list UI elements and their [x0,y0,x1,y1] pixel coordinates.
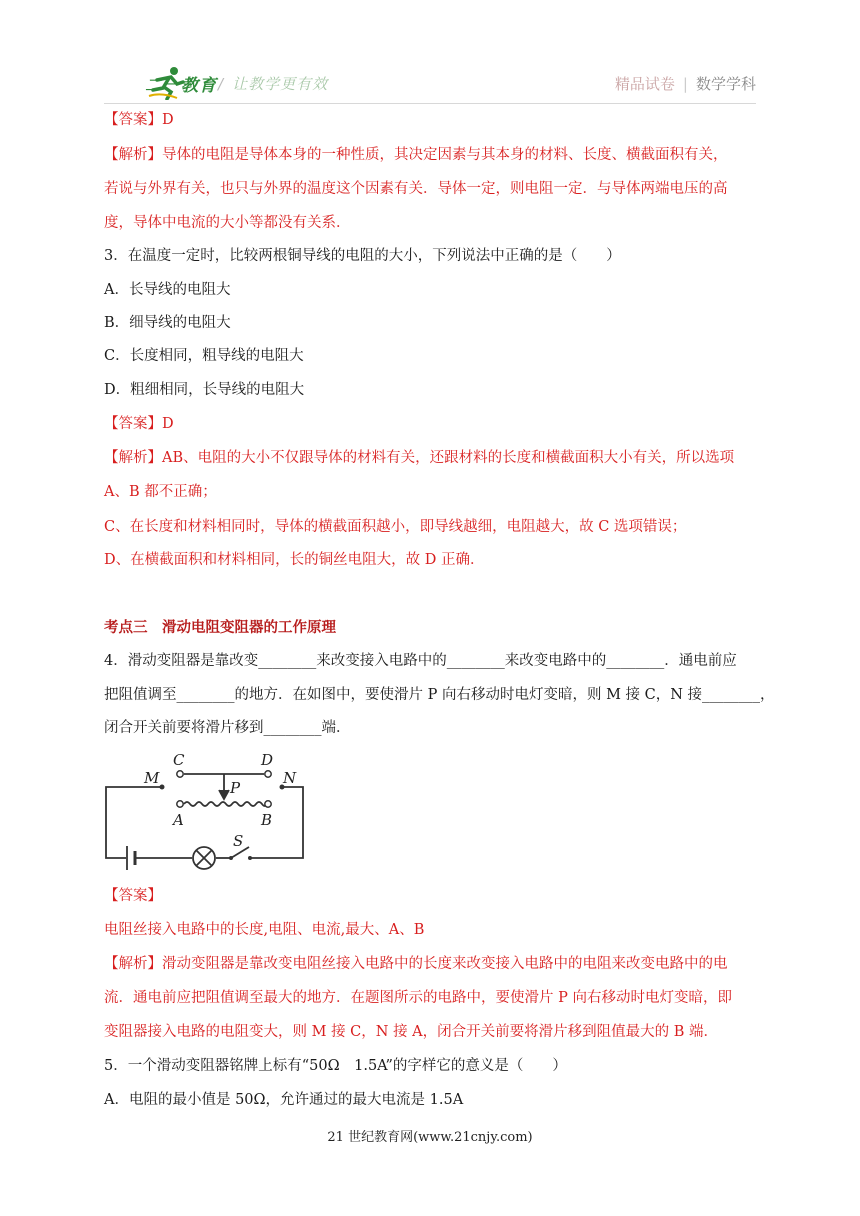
q3-option-c: C．长度相同，粗导线的电阻大 [104,348,304,364]
q3-analysis-line-4: D、在横截面积和材料相同，长的铜丝电阻大，故 D 正确． [104,552,485,568]
header-tag-subject: 数学学科 [695,75,756,93]
label-m: M [144,769,160,787]
q4-stem-line-1: 4．滑动变阻器是靠改变________来改变接入电路中的________来改变电路中的________．通电前应 [104,653,737,669]
header-tags [615,73,756,94]
terminal-b [265,801,271,807]
q4-analysis-line-2: 流．通电前应把阻值调至最大的地方．在题图所示的电路中，要使滑片 P 向右移动时电灯变暗，即 [104,990,732,1006]
terminal-c [177,771,183,777]
label-d: D [261,751,274,769]
page-footer: 21 世纪教育网(www.21cnjy.com) [327,1130,533,1145]
q3-analysis-line-3: C、在长度和材料相同时，导体的横截面积越小，即导线越细，电阻越大，故 C 选项错误； [104,519,687,535]
q2-analysis-line-2: 若说与外界有关，也只与外界的温度这个因素有关．导体一定，则电阻一定．与导体两端电压的高 [104,181,728,197]
header-tag-quality: 精品试卷 [614,75,675,93]
slider-arrow [219,790,229,799]
q3-answer: 【答案】D [104,416,174,432]
q3-stem: 3．在温度一定时，比较两根铜导线的电阻的大小，下列说法中正确的是（ ） [104,248,621,264]
switch-pivot [229,856,233,860]
header-divider: | [682,75,688,93]
q4-answer-label: 【答案】 [104,888,162,904]
q2-analysis-line-1: 【解析】导体的电阻是导体本身的一种性质，其决定因素与其本身的材料、长度、横截面积有关， [104,147,728,163]
q4-analysis-line-1: 【解析】滑动变阻器是靠改变电阻丝接入电路中的长度来改变接入电路中的电阻来改变电路中的电 [104,956,728,972]
logo-text: 二一教育 [145,76,217,96]
label-n: N [283,769,297,787]
slogan-slash: / [218,75,225,93]
terminal-m [160,785,165,790]
q3-analysis-line-2: A、B 都不正确； [104,484,217,500]
label-b: B [261,811,273,829]
wire-right [250,787,303,858]
q5-stem: 5．一个滑动变阻器铭牌上标有“50Ω 1.5A”的字样它的意义是（ ） [104,1058,567,1074]
slogan [218,73,328,94]
q4-analysis-line-3: 变阻器接入电路的电阻变大，则 M 接 C，N 接 A，闭合开关前要将滑片移到阻值最大的 B 端． [104,1024,719,1040]
circuit-diagram [100,750,320,870]
slogan-text: 让教学更有效 [232,75,329,93]
q3-analysis-line-1: 【解析】AB、电阻的大小不仅跟导体的材料有关，还跟材料的长度和横截面积大小有关，所以选项 [104,450,735,466]
header-rule [104,103,756,104]
q4-answer-text: 电阻丝接入电路中的长度,电阻、电流,最大、A、B [104,922,425,938]
section-heading: 考点三 滑动电阻变阻器的工作原理 [104,620,336,636]
q2-analysis-line-3: 度，导体中电流的大小等都没有关系． [104,215,351,231]
q5-option-a: A．电阻的最小值是 50Ω，允许通过的最大电流是 1.5A [104,1092,464,1108]
terminal-a [177,801,183,807]
q3-option-a: A．长导线的电阻大 [104,282,231,298]
wire-left [106,787,162,858]
q4-stem-line-3: 闭合开关前要将滑片移到________端． [104,720,351,736]
q2-answer: 【答案】D [104,112,174,128]
terminal-d [265,771,271,777]
q3-option-b: B．细导线的电阻大 [104,315,231,331]
q4-stem-line-2: 把阻值调至________的地方．在如图中，要使滑片 P 向右移动时电灯变暗，则 M 接 C，N 接________， [104,687,775,703]
label-c: C [173,751,185,769]
label-s: S [233,832,244,850]
switch-contact [248,856,252,860]
page-header [0,0,860,110]
q3-option-d: D．粗细相同，长导线的电阻大 [104,382,305,398]
label-a: A [173,811,184,829]
resistance-wire [184,802,266,806]
label-p: P [230,779,241,797]
